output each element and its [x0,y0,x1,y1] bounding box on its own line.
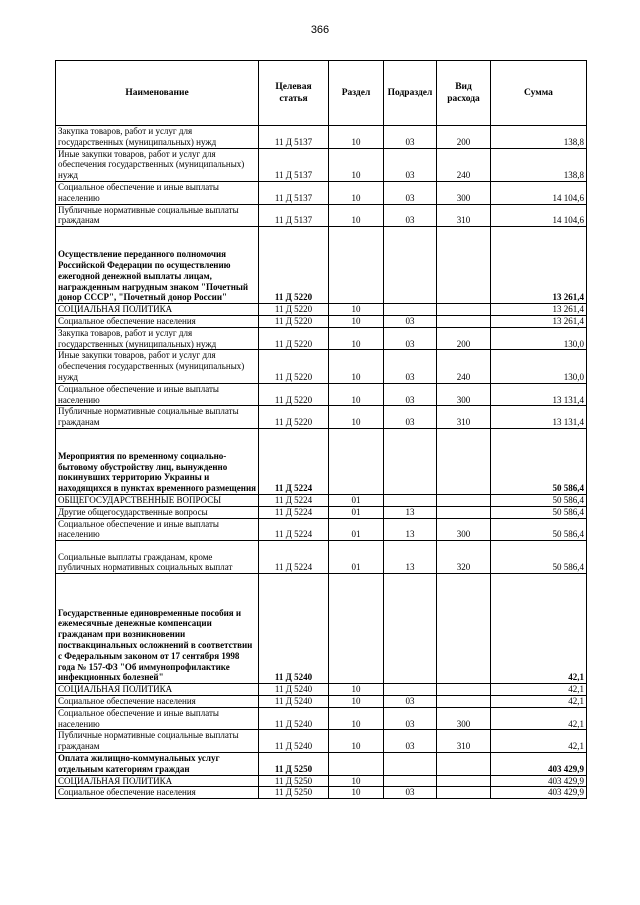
table-row [56,695,587,707]
row-subsection: 13 [384,506,437,518]
row-expense-type [437,315,491,327]
row-target-article: 11 Д 5137 [259,126,329,149]
row-target-article: 11 Д 5250 [259,787,329,799]
table-row [56,518,587,541]
row-target-article: 11 Д 5240 [259,695,329,707]
table-row [56,775,587,787]
row-expense-type [437,506,491,518]
row-subsection: 03 [384,327,437,350]
row-subsection [384,775,437,787]
row-subsection: 03 [384,315,437,327]
row-target-article: 11 Д 5137 [259,148,329,181]
row-amount: 42,1 [491,574,587,684]
row-subsection: 03 [384,148,437,181]
header-expense-type: Вид расхода [437,61,491,126]
row-target-article: 11 Д 5220 [259,327,329,350]
row-name: Закупка товаров, работ и услуг для государственных (муниципальных) нужд [56,327,259,350]
header-amount: Сумма [491,61,587,126]
row-name: Социальное обеспечение и иные выплаты населению [56,707,259,730]
row-section: 10 [329,350,384,383]
table-row [56,383,587,406]
table-row [56,684,587,696]
row-name: Публичные нормативные социальные выплаты гражданам [56,406,259,429]
table-row [56,494,587,506]
row-expense-type: 320 [437,541,491,574]
table-row [56,752,587,775]
row-amount: 13 261,4 [491,227,587,304]
table-row [56,541,587,574]
row-name: Оплата жилищно-коммунальных услуг отдельным категориям граждан [56,752,259,775]
row-amount: 50 586,4 [491,541,587,574]
row-section [329,574,384,684]
row-subsection [384,574,437,684]
row-target-article: 11 Д 5250 [259,752,329,775]
row-target-article: 11 Д 5240 [259,684,329,696]
row-section: 10 [329,181,384,204]
row-expense-type [437,428,491,494]
row-target-article: 11 Д 5224 [259,506,329,518]
table-row [56,406,587,429]
table-row [56,327,587,350]
table-header-row [56,61,587,126]
row-name: Социальное обеспечение населения [56,695,259,707]
row-target-article: 11 Д 5220 [259,227,329,304]
budget-table [55,60,587,799]
row-section: 10 [329,684,384,696]
row-amount: 130,0 [491,350,587,383]
row-subsection: 03 [384,383,437,406]
row-amount: 14 104,6 [491,181,587,204]
row-amount: 13 131,4 [491,383,587,406]
header-section: Раздел [329,61,384,126]
row-subsection: 03 [384,730,437,753]
row-subsection [384,494,437,506]
table-row [56,304,587,316]
row-expense-type [437,775,491,787]
row-target-article: 11 Д 5220 [259,304,329,316]
row-target-article: 11 Д 5240 [259,730,329,753]
row-amount: 50 586,4 [491,494,587,506]
row-target-article: 11 Д 5220 [259,315,329,327]
row-name: Другие общегосударственные вопросы [56,506,259,518]
row-expense-type: 310 [437,406,491,429]
row-target-article: 11 Д 5220 [259,383,329,406]
row-name: Социальное обеспечение и иные выплаты населению [56,518,259,541]
row-name: СОЦИАЛЬНАЯ ПОЛИТИКА [56,684,259,696]
row-section: 10 [329,707,384,730]
row-section: 10 [329,730,384,753]
row-name: Социальное обеспечение населения [56,787,259,799]
row-target-article: 11 Д 5220 [259,406,329,429]
row-subsection: 03 [384,350,437,383]
row-subsection: 03 [384,181,437,204]
row-subsection: 03 [384,695,437,707]
table-row [56,350,587,383]
row-section [329,752,384,775]
row-section: 10 [329,148,384,181]
row-name: СОЦИАЛЬНАЯ ПОЛИТИКА [56,304,259,316]
row-name: СОЦИАЛЬНАЯ ПОЛИТИКА [56,775,259,787]
row-name: Социальные выплаты гражданам, кроме публичных нормативных социальных выплат [56,541,259,574]
row-subsection: 03 [384,707,437,730]
row-expense-type: 240 [437,148,491,181]
row-expense-type [437,494,491,506]
row-amount: 403 429,9 [491,775,587,787]
row-target-article: 11 Д 5224 [259,541,329,574]
table-row [56,787,587,799]
row-expense-type: 240 [437,350,491,383]
row-name: Социальное обеспечение и иные выплаты населению [56,181,259,204]
row-target-article: 11 Д 5240 [259,574,329,684]
row-amount: 138,8 [491,126,587,149]
table-row [56,707,587,730]
row-name: Закупка товаров, работ и услуг для государственных (муниципальных) нужд [56,126,259,149]
row-subsection: 13 [384,518,437,541]
row-section [329,428,384,494]
row-target-article: 11 Д 5224 [259,494,329,506]
row-section: 10 [329,695,384,707]
row-section: 01 [329,541,384,574]
row-expense-type: 300 [437,518,491,541]
table-row [56,574,587,684]
table-row [56,315,587,327]
row-amount: 42,1 [491,707,587,730]
row-subsection: 03 [384,406,437,429]
row-name: Публичные нормативные социальные выплаты гражданам [56,204,259,227]
row-subsection [384,752,437,775]
row-section: 10 [329,304,384,316]
row-section: 10 [329,383,384,406]
row-amount: 13 131,4 [491,406,587,429]
row-amount: 42,1 [491,684,587,696]
row-section: 10 [329,327,384,350]
row-section: 10 [329,787,384,799]
row-subsection [384,227,437,304]
row-name: Публичные нормативные социальные выплаты гражданам [56,730,259,753]
row-target-article: 11 Д 5224 [259,518,329,541]
table-row [56,126,587,149]
row-expense-type [437,752,491,775]
table-row [56,181,587,204]
row-section: 10 [329,775,384,787]
row-name: Государственные единовременные пособия и ежемесячные денежные компенсации гражданам при возникновении поствакцинальных осложнений в соответствии с Федеральным законом от 17 сентября 1998 года № 157-ФЗ "Об иммунопрофилактике инфекционных болезней" [56,574,259,684]
row-expense-type [437,684,491,696]
row-subsection [384,304,437,316]
row-subsection [384,684,437,696]
row-name: Осуществление переданного полномочия Российской Федерации по осуществлению ежегодной денежной выплаты лицам, награжденным нагрудным знаком "Почетный донор СССР", "Почетный донор России" [56,227,259,304]
row-expense-type: 200 [437,126,491,149]
row-section: 10 [329,204,384,227]
row-expense-type: 300 [437,707,491,730]
row-amount: 138,8 [491,148,587,181]
row-amount: 42,1 [491,730,587,753]
row-target-article: 11 Д 5240 [259,707,329,730]
row-target-article: 11 Д 5137 [259,181,329,204]
row-section: 10 [329,406,384,429]
row-target-article: 11 Д 5224 [259,428,329,494]
row-name: Социальное обеспечение и иные выплаты населению [56,383,259,406]
row-expense-type [437,304,491,316]
row-amount: 403 429,9 [491,787,587,799]
row-target-article: 11 Д 5220 [259,350,329,383]
table-row [56,506,587,518]
row-target-article: 11 Д 5137 [259,204,329,227]
header-name: Наименование [56,61,259,126]
row-amount: 50 586,4 [491,506,587,518]
row-section: 10 [329,126,384,149]
row-amount: 50 586,4 [491,518,587,541]
row-name: Иные закупки товаров, работ и услуг для обеспечения государственных (муниципальных) нужд [56,148,259,181]
table-row [56,428,587,494]
row-section: 01 [329,494,384,506]
table-row [56,204,587,227]
header-target-article: Целевая статья [259,61,329,126]
row-expense-type: 300 [437,383,491,406]
row-expense-type: 200 [437,327,491,350]
row-expense-type: 300 [437,181,491,204]
row-name: Социальное обеспечение населения [56,315,259,327]
row-amount: 13 261,4 [491,315,587,327]
table-row [56,730,587,753]
table-row [56,227,587,304]
row-name: Мероприятия по временному социально-бытовому обустройству лиц, вынужденно покинувших территорию Украины и находящихся в пунктах временного размещения [56,428,259,494]
row-section: 10 [329,315,384,327]
row-subsection [384,428,437,494]
row-expense-type [437,227,491,304]
row-target-article: 11 Д 5250 [259,775,329,787]
table-row [56,148,587,181]
row-amount: 13 261,4 [491,304,587,316]
row-amount: 50 586,4 [491,428,587,494]
row-expense-type [437,695,491,707]
row-name: Иные закупки товаров, работ и услуг для обеспечения государственных (муниципальных) нужд [56,350,259,383]
header-subsection: Подраздел [384,61,437,126]
page-number: 366 [310,24,330,36]
row-amount: 130,0 [491,327,587,350]
row-expense-type [437,574,491,684]
row-amount: 14 104,6 [491,204,587,227]
row-amount: 403 429,9 [491,752,587,775]
row-expense-type [437,787,491,799]
row-expense-type: 310 [437,204,491,227]
row-section: 01 [329,506,384,518]
row-section: 01 [329,518,384,541]
row-subsection: 03 [384,787,437,799]
row-section [329,227,384,304]
row-subsection: 03 [384,204,437,227]
row-expense-type: 310 [437,730,491,753]
row-amount: 42,1 [491,695,587,707]
row-subsection: 13 [384,541,437,574]
row-name: ОБЩЕГОСУДАРСТВЕННЫЕ ВОПРОСЫ [56,494,259,506]
row-subsection: 03 [384,126,437,149]
